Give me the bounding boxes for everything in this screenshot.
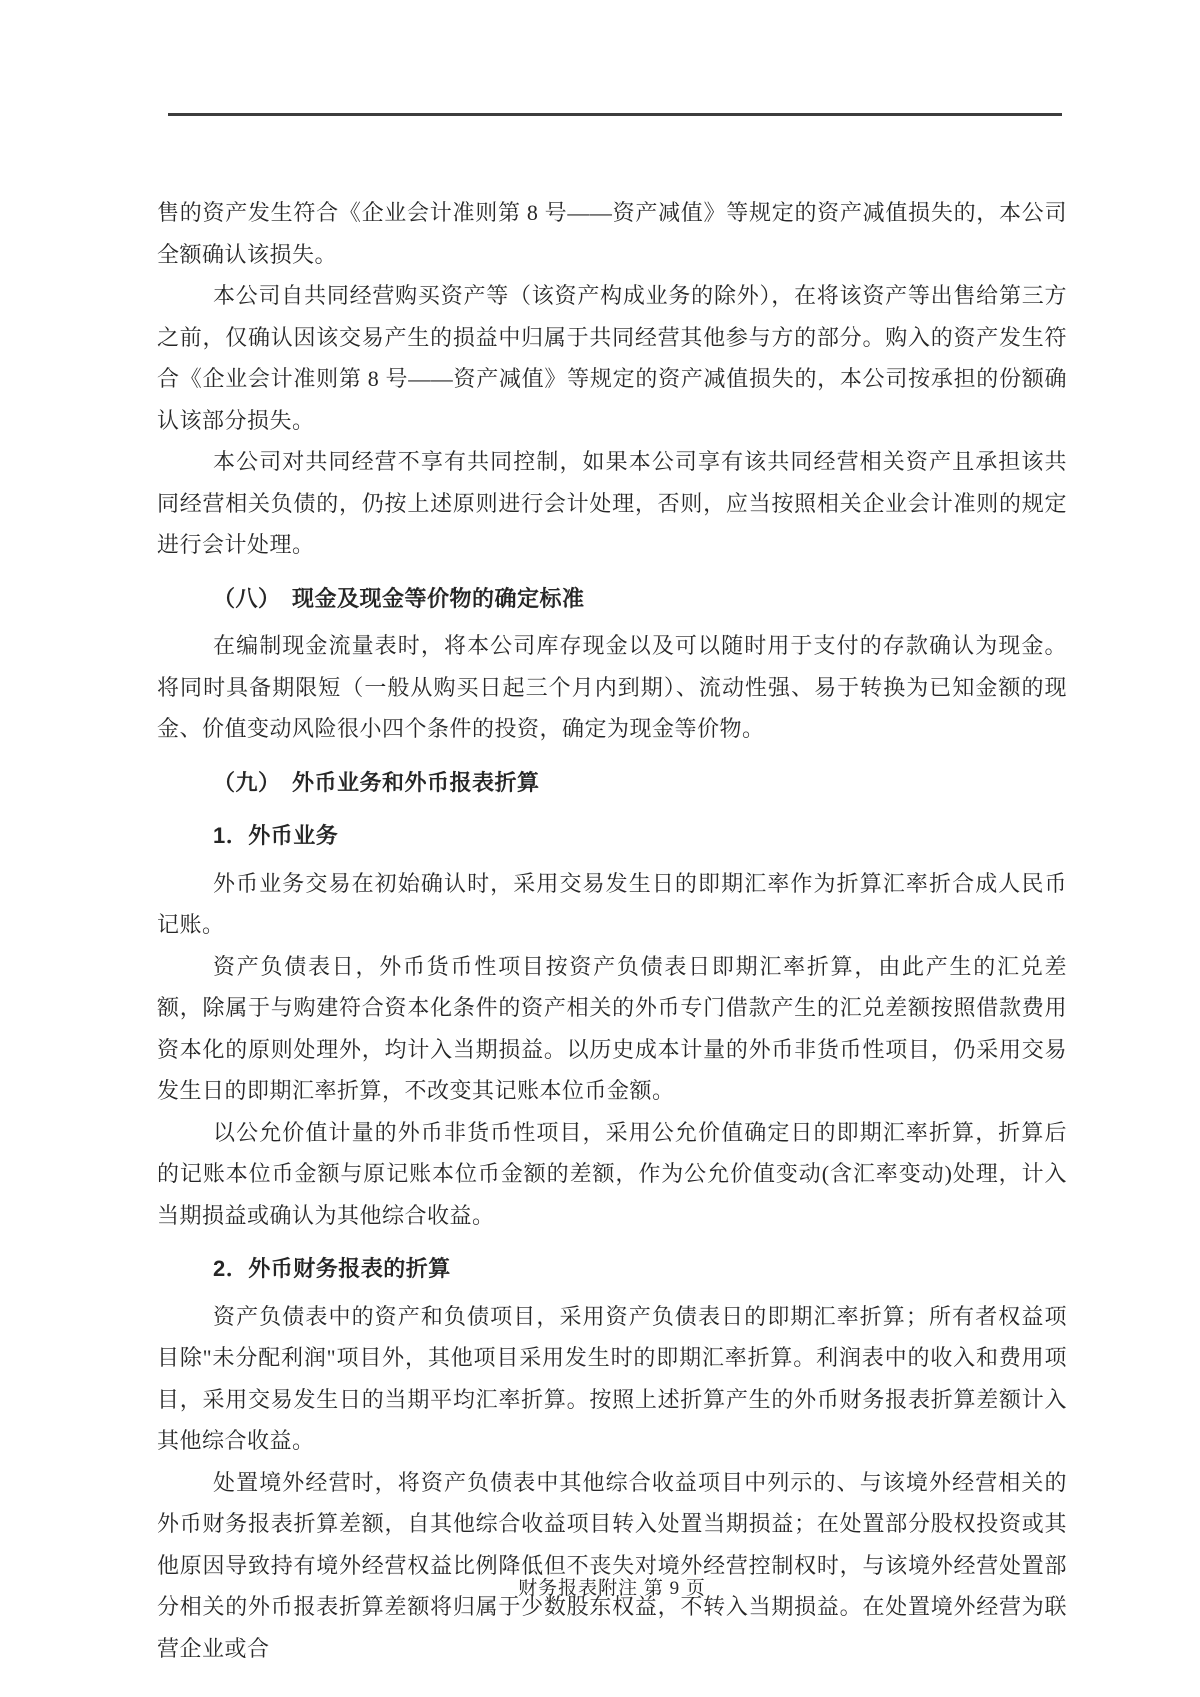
paragraph: 资产负债表日，外币货币性项目按资产负债表日即期汇率折算，由此产生的汇兑差额，除属于与购建符合资本化条件的资产相关的外币专门借款产生的汇兑差额按照借款费用资本化的原则处理外，均计入当期损益。以历史成本计量的外币非货币性项目，仍采用交易发生日的即期汇率折算，不改变其记账本位币金额。: [157, 953, 1067, 1103]
paragraph: 处置境外经营时，将资产负债表中其他综合收益项目中列示的、与该境外经营相关的外币财务报表折算差额，自其他综合收益项目转入处置当期损益；在处置部分股权投资或其他原因导致持有境外经营权益比例降低但不丧失对境外经营控制权时，与该境外经营处置部分相关的外币报表折算差额将归属于少数股东权益，不转入当期损益。在处置境外经营为联营企业或合: [157, 1469, 1067, 1661]
section-heading: （九） 外币业务和外币报表折算: [213, 769, 540, 795]
sub-heading: 1．外币业务: [213, 823, 339, 848]
paragraph: 本公司对共同经营不享有共同控制，如果本公司享有该共同经营相关资产且承担该共同经营相关负债的，仍按上述原则进行会计处理，否则，应当按照相关企业会计准则的规定进行会计处理。: [157, 449, 1067, 557]
section-heading: （八） 现金及现金等价物的确定标准: [213, 585, 585, 611]
header-rule: [168, 113, 1062, 116]
paragraph: 资产负债表中的资产和负债项目，采用资产负债表日的即期汇率折算；所有者权益项目除"未分配利润"项目外，其他项目采用发生时的即期汇率折算。利润表中的收入和费用项目，采用交易发生日的当期平均汇率折算。按照上述折算产生的外币财务报表折算差额计入其他综合收益。: [157, 1303, 1067, 1453]
paragraph: 售的资产发生符合《企业会计准则第 8 号——资产减值》等规定的资产减值损失的，本公司全额确认该损失。: [157, 200, 1067, 267]
document-body: [157, 192, 1067, 1669]
paragraph: 在编制现金流量表时，将本公司库存现金以及可以随时用于支付的存款确认为现金。将同时具备期限短（一般从购买日起三个月内到期）、流动性强、易于转换为已知金额的现金、价值变动风险很小四个条件的投资，确定为现金等价物。: [157, 633, 1067, 741]
paragraph: 以公允价值计量的外币非货币性项目，采用公允价值确定日的即期汇率折算，折算后的记账本位币金额与原记账本位币金额的差额，作为公允价值变动(含汇率变动)处理，计入当期损益或确认为其他综合收益。: [157, 1119, 1067, 1228]
paragraph: 外币业务交易在初始确认时，采用交易发生日的即期汇率作为折算汇率折合成人民币记账。: [157, 870, 1067, 937]
paragraph: 本公司自共同经营购买资产等（该资产构成业务的除外），在将该资产等出售给第三方之前，仅确认因该交易产生的损益中归属于共同经营其他参与方的部分。购入的资产发生符合《企业会计准则第 8 号——资产减值》等规定的资产减值损失的，本公司按承担的份额确认该部分损失。: [157, 283, 1067, 433]
sub-heading: 2．外币财务报表的折算: [213, 1256, 451, 1281]
page-footer: 财务报表附注 第 9 页: [518, 1578, 706, 1599]
